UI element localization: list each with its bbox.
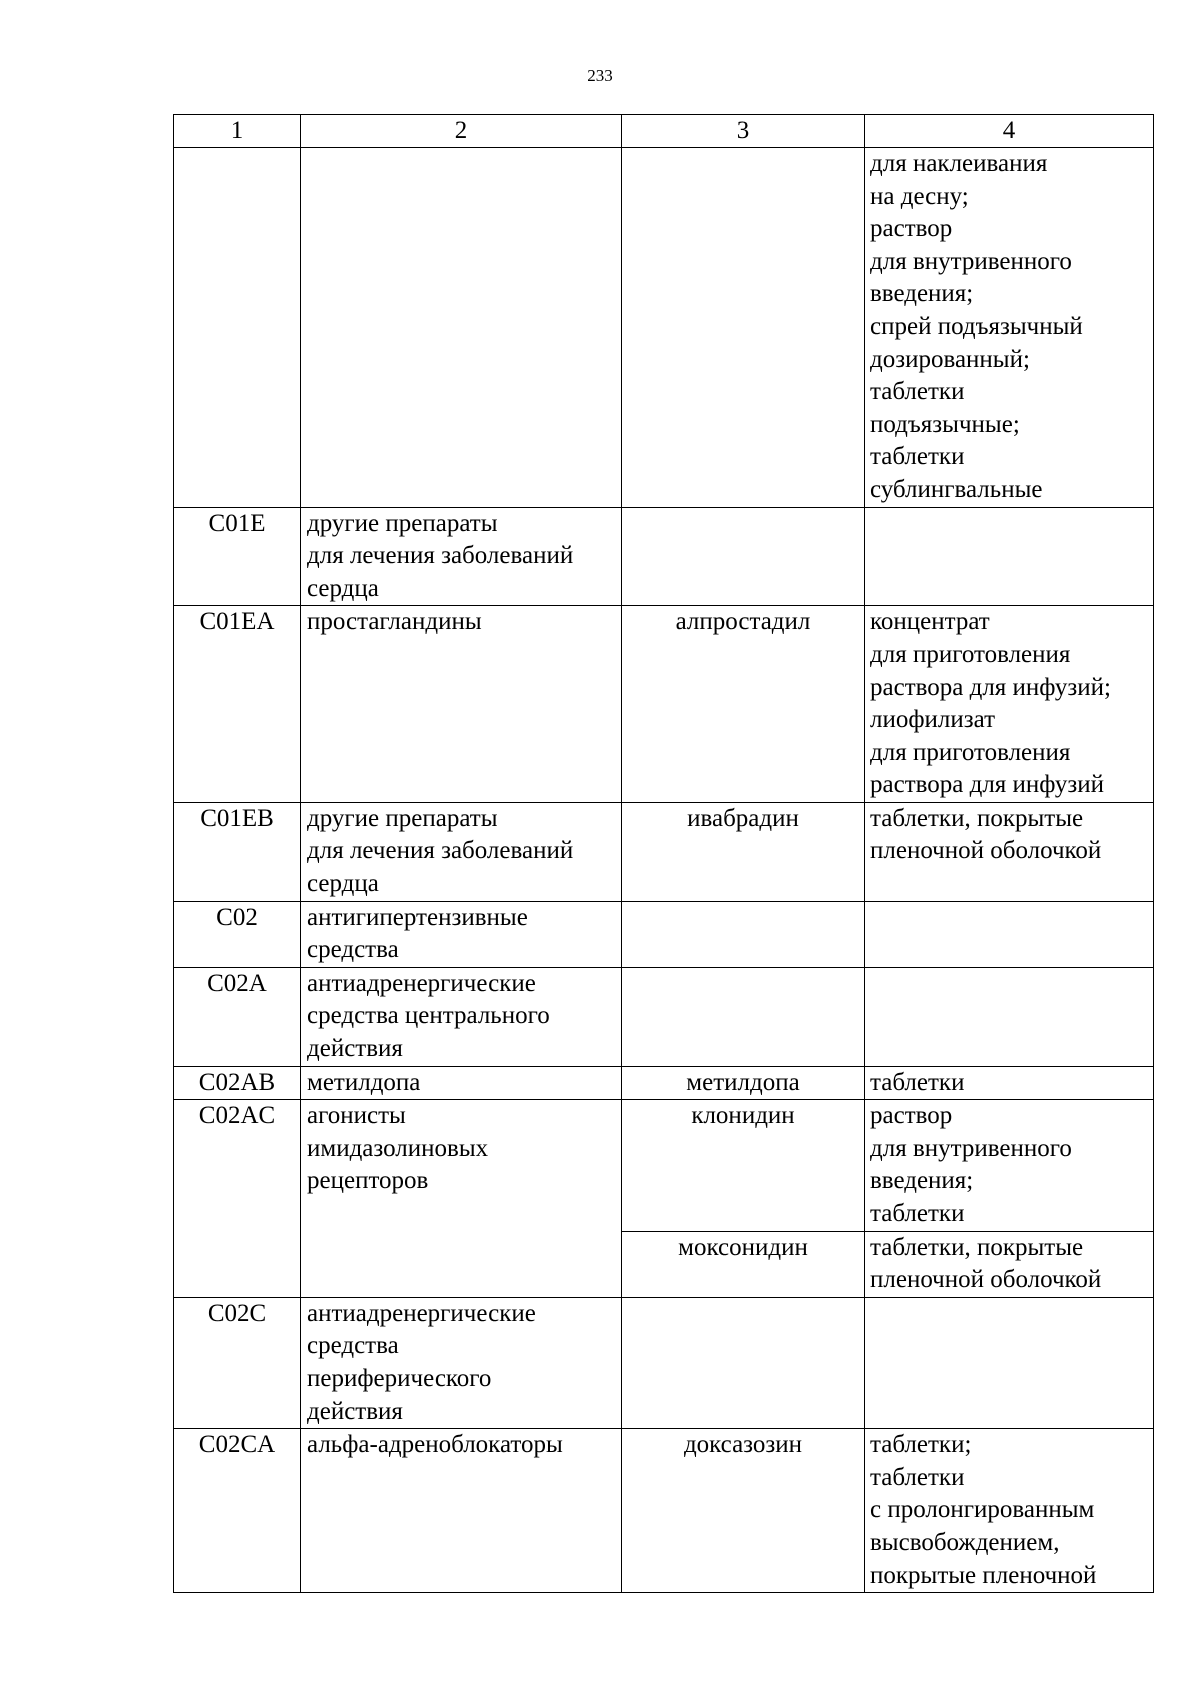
dosage-form [865, 967, 1154, 1066]
drug-name: алпростадил [622, 606, 865, 803]
atc-code: C02CA [174, 1429, 301, 1593]
atc-code: C01EA [174, 606, 301, 803]
dosage-form: таблетки, покрытые пленочной оболочкой [865, 802, 1154, 901]
dosage-form [865, 1297, 1154, 1428]
table-row [174, 606, 1154, 803]
page-number: 233 [587, 66, 613, 85]
table-row [174, 148, 1154, 508]
atc-code: C02A [174, 967, 301, 1066]
group-name: альфа-адреноблокаторы [301, 1429, 622, 1593]
header-col-2: 2 [301, 115, 622, 148]
atc-code: C02 [174, 901, 301, 967]
group-name: антиадренергические средства центрального действия [301, 967, 622, 1066]
group-name: агонисты имидазолиновых рецепторов [301, 1100, 622, 1298]
atc-code: C02C [174, 1297, 301, 1428]
drug-name [622, 507, 865, 606]
group-name: антигипертензивные средства [301, 901, 622, 967]
header-col-1: 1 [174, 115, 301, 148]
drug-name: ивабрадин [622, 802, 865, 901]
dosage-form [865, 507, 1154, 606]
table-row [174, 901, 1154, 967]
atc-code: C02AB [174, 1066, 301, 1100]
table-row [174, 802, 1154, 901]
dosage-form: таблетки [865, 1066, 1154, 1100]
drug-name [622, 1297, 865, 1428]
dosage-form: концентрат для приготовления раствора для инфузий; лиофилизат для приготовления раствора для инфузий [865, 606, 1154, 803]
drug-name [622, 967, 865, 1066]
group-name: метилдопа [301, 1066, 622, 1100]
atc-code [174, 148, 301, 508]
table-row [174, 1100, 1154, 1231]
group-name [301, 148, 622, 508]
table-row [174, 507, 1154, 606]
dosage-form: раствор для внутривенного введения; таблетки [865, 1100, 1154, 1231]
table-header-row [174, 115, 1154, 148]
drug-name: клонидин [622, 1100, 865, 1231]
atc-code: C02AC [174, 1100, 301, 1298]
group-name: антиадренергические средства периферического действия [301, 1297, 622, 1428]
header-col-4: 4 [865, 115, 1154, 148]
drug-name: метилдопа [622, 1066, 865, 1100]
dosage-form: таблетки; таблетки с пролонгированным высвобождением, покрытые пленочной [865, 1429, 1154, 1593]
drug-name [622, 901, 865, 967]
group-name: простагландины [301, 606, 622, 803]
drug-name: доксазозин [622, 1429, 865, 1593]
atc-code: C01EB [174, 802, 301, 901]
drug-name: моксонидин [622, 1231, 865, 1297]
header-col-3: 3 [622, 115, 865, 148]
dosage-form [865, 901, 1154, 967]
atc-code: C01E [174, 507, 301, 606]
group-name: другие препараты для лечения заболеваний сердца [301, 507, 622, 606]
table-row [174, 1297, 1154, 1428]
dosage-form: таблетки, покрытые пленочной оболочкой [865, 1231, 1154, 1297]
group-name: другие препараты для лечения заболеваний сердца [301, 802, 622, 901]
table-row [174, 1066, 1154, 1100]
dosage-form: для наклеивания на десну; раствор для внутривенного введения; спрей подъязычный дозированный; таблетки подъязычные; таблетки сублингвальные [865, 148, 1154, 508]
table-row [174, 1429, 1154, 1593]
drug-table [173, 114, 1154, 1593]
table-row [174, 967, 1154, 1066]
drug-name [622, 148, 865, 508]
